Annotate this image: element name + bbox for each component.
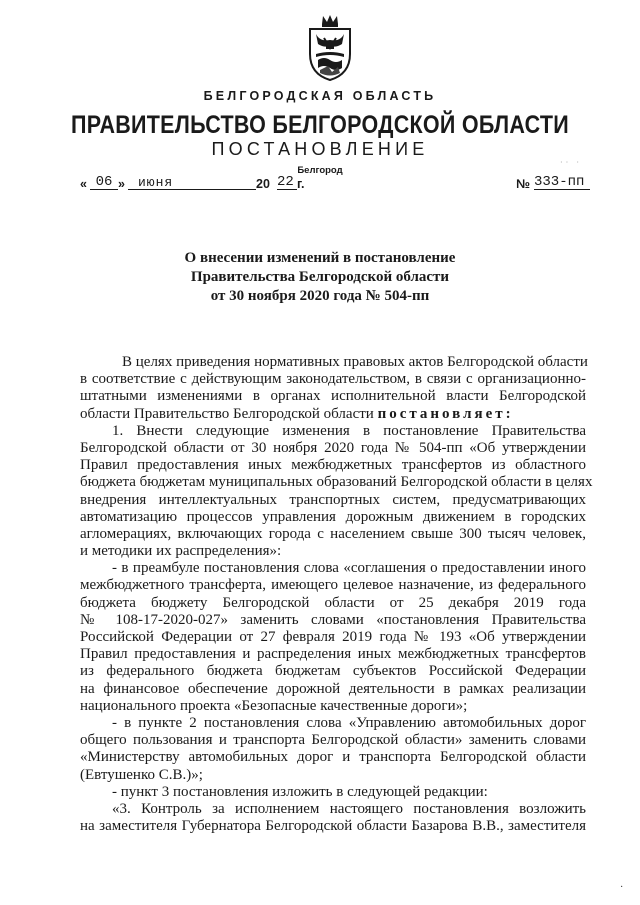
- document-type: ПОСТАНОВЛЕНИЕ: [211, 139, 429, 159]
- body-line: В целях приведения нормативных правовых актов Белгородской области: [122, 354, 588, 370]
- body-line: - в преамбуле постановления слова «соглашения о предоставлении иного: [112, 560, 586, 577]
- document-number: 333-пп: [534, 174, 585, 190]
- body-line: «Министерству автомобильных дорог и транспорта Белгородской области: [80, 749, 586, 766]
- date-day: 06: [95, 174, 113, 190]
- city-label: Белгород: [297, 165, 343, 176]
- body-line: из федерального бюджета бюджетам субъектов Российской Федерации: [80, 663, 586, 680]
- scan-mark: ·: [620, 882, 624, 893]
- body-line: в соответствие с действующим законодательством, в связи с организационно-: [80, 371, 586, 388]
- body-line: бюджета бюджетам муниципальных образований Белгородской области в целях: [80, 474, 593, 491]
- title-line: О внесении изменений в постановление: [184, 250, 456, 266]
- title-line: от 30 ноября 2020 года № 504-пп: [210, 288, 430, 304]
- body-line: внедрения интеллектуальных транспортных систем, предусматривающих: [80, 491, 586, 508]
- body-line: Правил предоставления и распределения иных межбюджетных трансфертов: [80, 646, 586, 663]
- body-line: на заместителя Губернатора Белгородской области Базарова В.В., заместителя: [80, 818, 586, 835]
- document-title: [0, 249, 640, 306]
- body-line: Российской Федерации от 27 февраля 2019 года № 193 «Об утверждении: [80, 629, 586, 645]
- date-open-quote: «: [80, 177, 87, 191]
- body-line: [80, 406, 586, 423]
- number-underline: [534, 189, 590, 190]
- title-line: Правительства Белгородской области: [190, 269, 450, 285]
- date-year-abbr: г.: [297, 177, 305, 191]
- body-line: бюджета бюджету Белгородской области от 25 декабря 2019 года: [80, 594, 586, 611]
- body-line: автоматизацию процессов управления дорожным движением в городских: [80, 508, 586, 525]
- body-line: - в пункте 2 постановления слова «Управлению автомобильных дорог: [112, 714, 586, 731]
- day-underline: [90, 189, 118, 190]
- body-line: Правил предоставления иных межбюджетных трансфертов из областного: [80, 457, 586, 474]
- body-line: национального проекта «Безопасные качественные дороги»;: [80, 697, 468, 714]
- date-year-prefix: 20: [256, 177, 270, 191]
- scan-specks: ·· ·: [560, 158, 582, 167]
- body-line: «3. Контроль за исполнением настоящего постановления возложить: [112, 800, 586, 817]
- region-header: БЕЛГОРОДСКАЯ ОБЛАСТЬ: [203, 89, 437, 103]
- body-line: агломерациях, включающих города с населением свыше 300 тысяч человек,: [80, 525, 586, 542]
- date-number-line: [80, 175, 590, 195]
- body-line: на финансовое обеспечение дорожной деятельности в рамках реализации: [80, 680, 586, 697]
- government-header: ПРАВИТЕЛЬСТВО БЕЛГОРОДСКОЙ ОБЛАСТИ: [71, 111, 569, 139]
- body-line: общего пользования и транспорта Белгородской области» заменить словами: [80, 732, 586, 749]
- resolves-word: постановляет:: [377, 405, 514, 422]
- body-line: (Евтушенко С.В.)»;: [80, 766, 203, 783]
- body-line: Белгородской области от 30 ноября 2020 года № 504-пп «Об утверждении: [80, 439, 586, 456]
- date-year-suffix: 22: [277, 174, 294, 190]
- date-close-quote: »: [118, 177, 125, 191]
- date-month: июня: [138, 175, 174, 190]
- number-label: №: [516, 177, 530, 191]
- body-line: 1. Внести следующие изменения в постановление Правительства: [112, 422, 586, 439]
- body-line: штатными изменениями в органах исполнительной власти Белгородской: [80, 388, 586, 405]
- body-line-text: области Правительство Белгородской области: [80, 405, 378, 422]
- body-line: № 108-17-2020-027» заменить словами «постановления Правительства: [80, 611, 586, 628]
- body-line: - пункт 3 постановления изложить в следующей редакции:: [112, 783, 488, 800]
- body-line: и методики их распределения»:: [80, 543, 282, 560]
- month-underline: [128, 189, 256, 190]
- year-underline: [277, 189, 297, 190]
- coat-of-arms-icon: [302, 12, 358, 82]
- document-body: [80, 354, 593, 835]
- body-line: межбюджетного трансферта, имеющего целевое назначение, из федерального: [80, 577, 586, 594]
